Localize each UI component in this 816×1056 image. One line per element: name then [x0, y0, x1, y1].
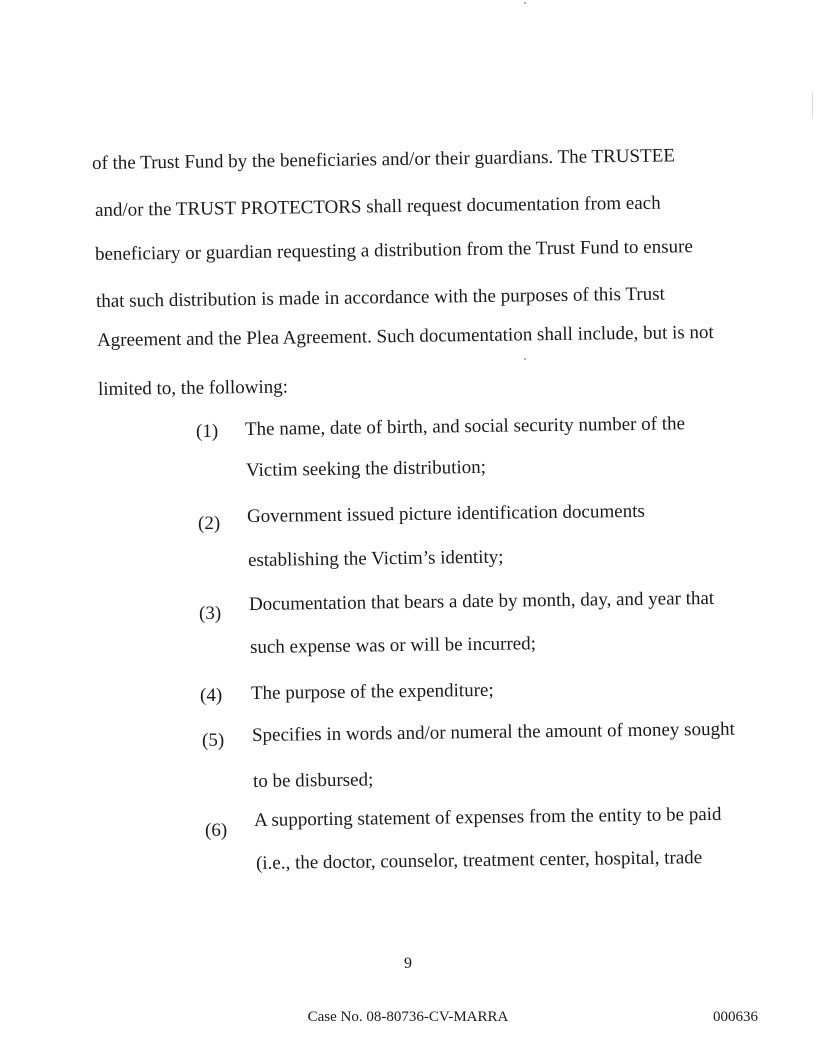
list-item-number: (3) — [199, 603, 222, 624]
scan-speck — [812, 90, 813, 120]
body-line: of the Trust Fund by the beneficiaries and/or their guardians. The TRUSTEE — [91, 145, 676, 174]
body-line: beneficiary or guardian requesting a distribution from the Trust Fund to ensure — [94, 236, 693, 265]
list-item-line: The name, date of birth, and social security number of the — [244, 413, 686, 440]
list-item-line: such expense was or will be incurred; — [249, 633, 537, 658]
scan-speck — [524, 2, 526, 4]
list-item-number: (5) — [202, 730, 225, 751]
list-item-number: (6) — [205, 820, 228, 841]
list-item-line: A supporting statement of expenses from the entity to be paid — [253, 803, 722, 831]
body-line: and/or the TRUST PROTECTORS shall request documentation from each — [94, 192, 661, 221]
list-item-line: to be disbursed; — [252, 769, 374, 792]
case-number: Case No. 08-80736-CV-MARRA — [307, 1009, 509, 1025]
list-item-number: (4) — [200, 685, 223, 706]
scan-speck — [524, 358, 526, 360]
list-item-line: (i.e., the doctor, counselor, treatment center, hospital, trade — [255, 847, 703, 874]
bates-number: 000636 — [713, 1009, 758, 1025]
list-item-number: (2) — [198, 513, 221, 534]
list-item-line: Documentation that bears a date by month, day, and year that — [248, 587, 715, 615]
list-item-line: Victim seeking the distribution; — [245, 456, 487, 481]
list-item-line: establishing the Victim’s identity; — [247, 546, 504, 571]
list-item-line: The purpose of the expenditure; — [250, 679, 494, 704]
list-item-line: Specifies in words and/or numeral the amount of money sought — [251, 718, 735, 746]
body-line: that such distribution is made in accordance with the purposes of this Trust — [95, 283, 665, 312]
body-line: limited to, the following: — [97, 376, 289, 400]
body-line: Agreement and the Plea Agreement. Such documentation shall include, but is not — [96, 321, 714, 351]
list-item-line: Government issued picture identification documents — [246, 500, 645, 527]
list-item-number: (1) — [196, 421, 219, 442]
page-number: 9 — [404, 955, 412, 972]
